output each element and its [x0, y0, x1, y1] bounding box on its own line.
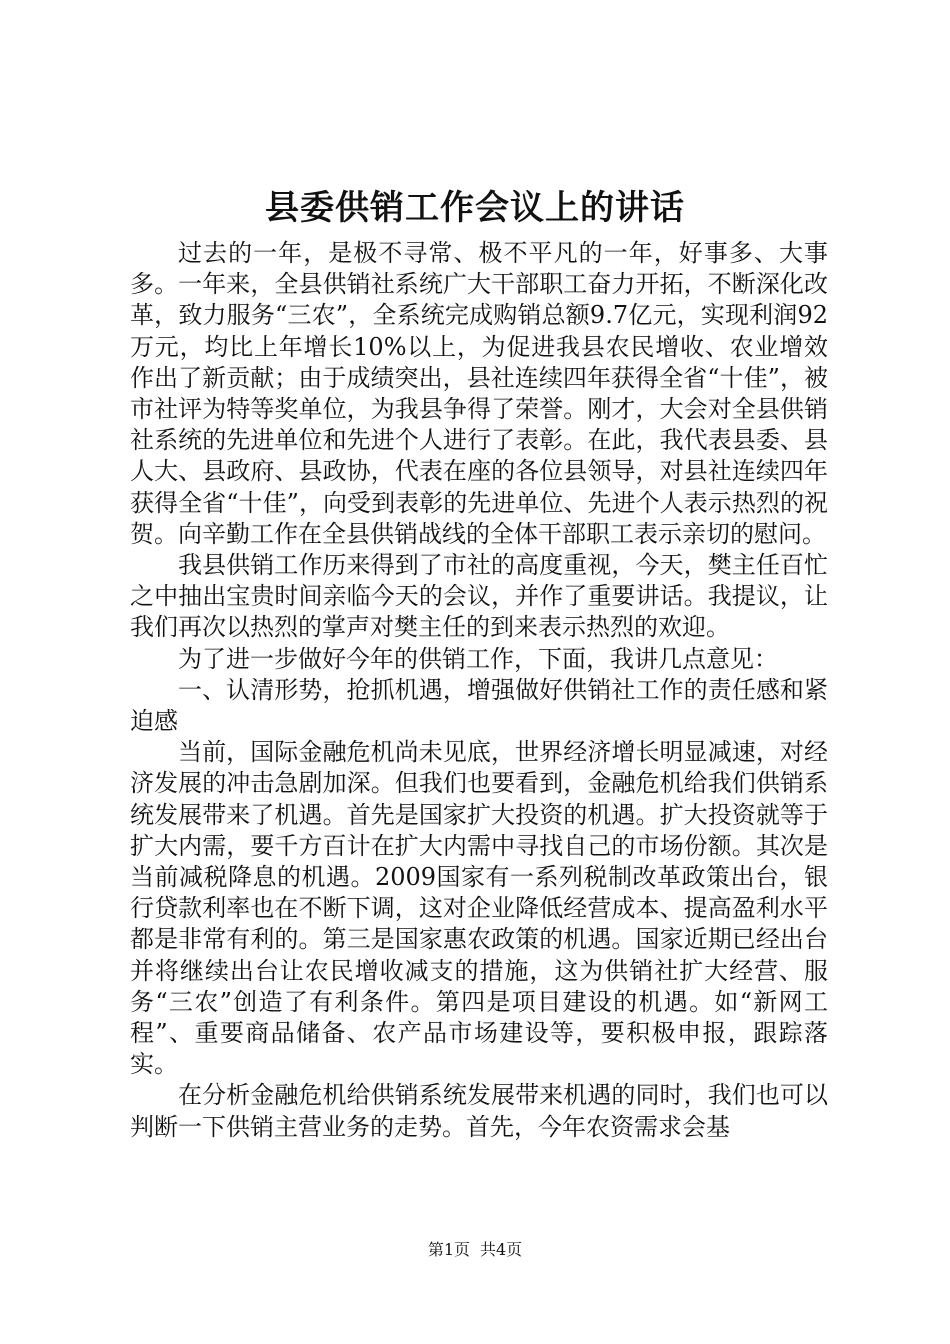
paragraph: 在分析金融危机给供销系统发展带来机遇的同时，我们也可以判断一下供销主营业务的走势。首先，今年农资需求会基 — [130, 1081, 828, 1141]
page-number: 第1页 — [427, 1240, 470, 1259]
paragraph: 当前，国际金融危机尚未见底，世界经济增长明显减速，对经济发展的冲击急剧加深。但我们也要看到，金融危机给我们供销系统发展带来了机遇。首先是国家扩大投资的机遇。扩大投资就等于扩大内需，要千方百计在扩大内需中寻找自己的市场份额。其次是当前减税降息的机遇。2009国家有一系列税制改革政策出台，银行贷款利率也在不断下调，这对企业降低经营成本、提高盈利水平都是非常有利的。第三是国家惠农政策的机遇。国家近期已经出台并将继续出台让农民增收减支的措施，这为供销社扩大经营、服务“三农”创造了有利条件。第四是项目建设的机遇。如“新网工程”、重要商品储备、农产品市场建设等，要积极申报，跟踪落实。 — [130, 738, 828, 1079]
paragraph: 我县供销工作历来得到了市社的高度重视，今天，樊主任百忙之中抽出宝贵时间亲临今天的会议，并作了重要讲话。我提议，让我们再次以热烈的掌声对樊主任的到来表示热烈的欢迎。 — [130, 551, 828, 642]
document-body — [130, 238, 828, 1143]
page-footer — [0, 1239, 950, 1261]
section-heading: 一、认清形势，抢抓机遇，增强做好供销社工作的责任感和紧迫感 — [130, 675, 828, 736]
paragraph: 过去的一年，是极不寻常、极不平凡的一年，好事多、大事多。一年来，全县供销社系统广大干部职工奋力开拓，不断深化改革，致力服务“三农”，全系统完成购销总额9.7亿元，实现利润92万元，均比上年增长10%以上，为促进我县农民增收、农业增效作出了新贡献；由于成绩突出，县社连续四年获得全省“十佳”，被市社评为特等奖单位，为我县争得了荣誉。刚才，大会对全县供销社系统的先进单位和先进个人进行了表彰。在此，我代表县委、县人大、县政府、县政协，代表在座的各位县领导，对县社连续四年获得全省“十佳”，向受到表彰的先进单位、先进个人表示热烈的祝贺。向辛勤工作在全县供销战线的全体干部职工表示亲切的慰问。 — [130, 239, 828, 548]
paragraph: 为了进一步做好今年的供销工作，下面，我讲几点意见： — [178, 644, 778, 673]
document-title: 县委供销工作会议上的讲话 — [265, 188, 685, 228]
page-total: 共4页 — [480, 1240, 523, 1259]
